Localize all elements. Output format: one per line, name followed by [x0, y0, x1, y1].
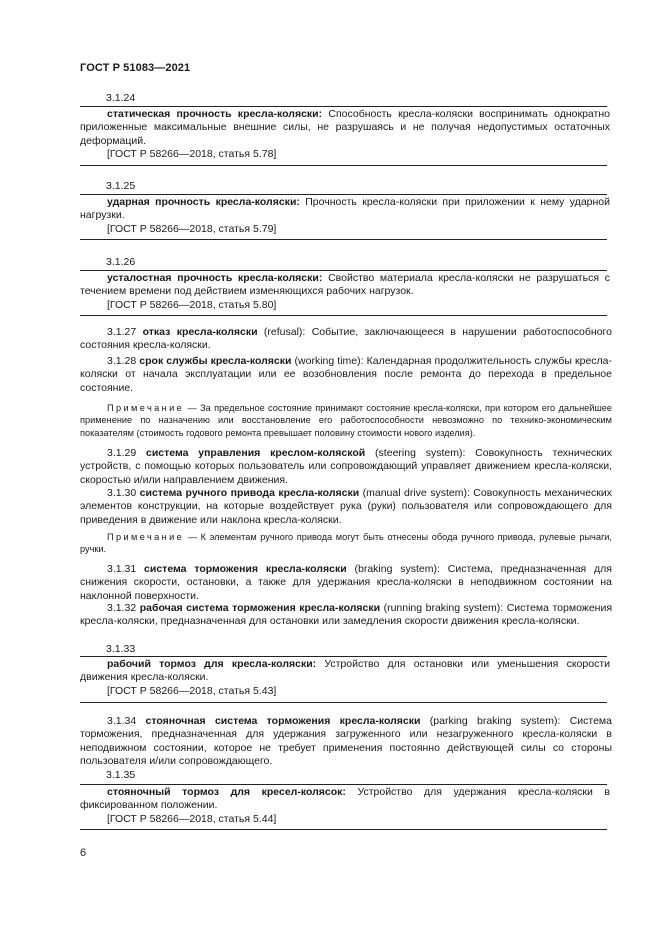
term-definition: Устройство для остановки или уменьшения скорости движения кресла-коляски.: [80, 658, 610, 684]
term-entry: [80, 196, 610, 223]
term-name: рабочая система торможения кресла-коляски: [139, 602, 381, 614]
term-number: 3.1.30: [107, 487, 137, 499]
term-3-1-32: [80, 602, 612, 629]
page-number: 6: [80, 847, 87, 859]
term-name: статическая прочность кресла-коляски:: [107, 108, 323, 120]
term-definition: Свойство материала кресла-коляски не разрушаться с течением времени под действием изменяющихся рабочих нагрузок.: [80, 272, 610, 298]
term-definition: (working time): Календарная продолжительность службы кресла-коляски от начала эксплуатации или ее возобновления после ремонта до перехода в предельное состояние.: [80, 355, 612, 394]
term-number-3-1-25: 3.1.25: [106, 180, 136, 192]
term-entry: [80, 272, 610, 299]
note-3-1-28: [80, 402, 612, 439]
term-number-3-1-24: 3.1.24: [106, 92, 136, 104]
term-name: система управления креслом-коляской: [146, 447, 366, 459]
term-name: система ручного привода кресла-коляски: [139, 487, 360, 499]
term-box-3-1-33: [80, 656, 610, 703]
term-number: 3.1.32: [107, 602, 137, 614]
term-definition: (manual drive system): Совокупность механических элементов конструкции, на которые воздействует рука (руки) пользователя или сопровождающего для приведения в движение или наклона кресла-коляски.: [80, 487, 613, 526]
term-number-3-1-26: 3.1.26: [106, 256, 136, 268]
term-number-3-1-33: 3.1.33: [106, 643, 136, 655]
term-3-1-29: [80, 447, 612, 487]
note-3-1-30: [80, 531, 612, 556]
term-number: 3.1.28: [107, 355, 137, 367]
note-text: — За предельное состояние принимают состояние кресла-коляски, при котором его дальнейшее применение по назначению или восстановление его работоспособности невозможно по технико-экономическим показателям (стоимость годового ремонта превышает половину стоимости нового изделия).: [80, 403, 612, 438]
term-3-1-28: [80, 355, 612, 395]
term-name: отказ кресла-коляски: [142, 326, 258, 338]
term-3-1-31: [80, 563, 612, 603]
term-reference: [ГОСТ Р 58266—2018, статья 5.78]: [107, 148, 277, 161]
term-definition: Прочность кресла-коляски при приложении к нему ударной нагрузки.: [80, 196, 610, 222]
term-name: усталостная прочность кресла-коляски:: [107, 272, 323, 284]
term-number: 3.1.27: [107, 326, 137, 338]
term-definition: Способность кресла-коляски воспринимать однократно приложенные максимальные внешние силы, не разрушаясь и не получая недопустимых остаточных деформаций.: [80, 108, 610, 147]
note-label: Примечание: [107, 532, 185, 542]
term-name: срок службы кресла-коляски: [139, 355, 292, 367]
term-number-3-1-35: 3.1.35: [106, 769, 136, 781]
term-3-1-30: [80, 487, 612, 527]
term-name: стояночный тормоз для кресел-колясок:: [107, 786, 346, 798]
term-definition: (refusal): Событие, заключающееся в нарушении работоспособного состояния кресла-коляски.: [80, 326, 612, 352]
term-definition: (steering system): Совокупность технических устройств, с помощью которых пользователь или сопровождающий управляет движением кресла-коляски, скоростью и/или направлением движения.: [80, 447, 612, 486]
term-reference: [ГОСТ Р 58266—2018, статья 5.43]: [107, 684, 277, 697]
term-entry: [80, 786, 610, 813]
term-name: рабочий тормоз для кресла-коляски:: [107, 658, 317, 670]
term-definition: (braking system): Система, предназначенная для снижения скорости, остановки, а также для удержания кресла-коляски в неподвижном состоянии на наклонной поверхности.: [80, 563, 612, 602]
term-reference: [ГОСТ Р 58266—2018, статья 5.79]: [107, 222, 277, 235]
document-header: ГОСТ Р 51083—2021: [80, 62, 191, 74]
term-definition: (running braking system): Система торможения кресла-коляски, предназначенная для остановки или замедления скорости движения кресла-коляски.: [80, 602, 613, 628]
term-reference: [ГОСТ Р 58266—2018, статья 5.44]: [107, 812, 277, 825]
term-number: 3.1.29: [107, 447, 137, 459]
term-name: стояночная система торможения кресла-коляски: [145, 715, 421, 727]
term-entry: [80, 108, 610, 148]
term-box-3-1-24: [80, 106, 610, 166]
term-reference: [ГОСТ Р 58266—2018, статья 5.80]: [107, 298, 277, 311]
term-box-3-1-26: [80, 270, 610, 316]
term-number: 3.1.34: [107, 715, 137, 727]
note-label: Примечание: [107, 403, 185, 413]
term-number: 3.1.31: [107, 563, 137, 575]
term-box-3-1-35: [80, 784, 610, 830]
term-name: система торможения кресла-коляски: [144, 563, 347, 575]
term-entry: [80, 658, 610, 685]
term-3-1-27: [80, 326, 612, 353]
term-definition: Устройство для удержания кресла-коляски в фиксированном положении.: [80, 786, 610, 812]
term-box-3-1-25: [80, 194, 610, 240]
term-name: ударная прочность кресла-коляски:: [107, 196, 300, 208]
term-definition: (parking braking system): Система торможения, предназначенная для удержания загруженного или незагруженного кресла-коляски в неподвижном состоянии, которое не требует применения постоянно действующей силы со стороны пользователя и/или сопровождающего.: [80, 715, 612, 768]
term-3-1-34: [80, 715, 612, 769]
note-text: — К элементам ручного привода могут быть отнесены обода ручного привода, рулевые рычаги, ручки.: [80, 532, 612, 555]
